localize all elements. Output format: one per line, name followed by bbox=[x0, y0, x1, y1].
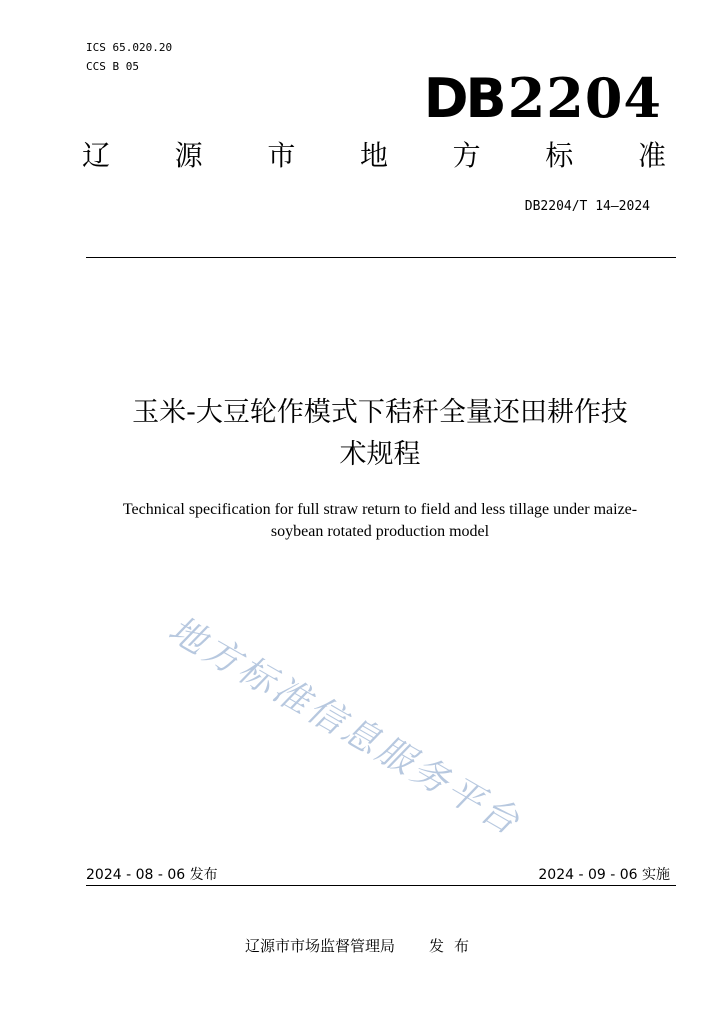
issue-date: 2024 - 08 - 06 发布 bbox=[86, 867, 218, 883]
db-logo bbox=[423, 66, 662, 130]
implementation-date: 2024 - 09 - 06 实施 bbox=[538, 867, 670, 883]
publisher-suffix: 发布 bbox=[429, 937, 480, 955]
standard-type-char: 地 bbox=[359, 139, 388, 172]
publisher-name: 辽源市市场监督管理局 bbox=[244, 937, 395, 955]
standard-type-char: 方 bbox=[452, 139, 481, 172]
title-zh-line-2: 术规程 bbox=[339, 439, 421, 470]
db-logo-prefix: DB bbox=[423, 67, 504, 130]
classification-codes bbox=[86, 38, 172, 76]
document-title-en bbox=[90, 499, 670, 543]
title-zh-line-1: 玉米-大豆轮作模式下秸秆全量还田耕作技 bbox=[132, 397, 628, 428]
header-divider bbox=[86, 257, 676, 258]
standard-type-char: 准 bbox=[637, 139, 666, 172]
ccs-code: CCS B 05 bbox=[86, 60, 139, 73]
standard-type-title bbox=[82, 136, 666, 176]
document-number: DB2204/T 14—2024 bbox=[524, 199, 650, 214]
document-title-zh bbox=[80, 392, 680, 476]
standard-type-char: 源 bbox=[174, 139, 203, 172]
standard-type-char: 市 bbox=[267, 139, 296, 172]
publisher bbox=[0, 935, 724, 956]
watermark-text: 地方标准信息服务平台 bbox=[161, 608, 529, 845]
ics-code: ICS 65.020.20 bbox=[86, 41, 173, 54]
footer-divider bbox=[86, 885, 676, 886]
standard-type-char: 标 bbox=[545, 139, 574, 172]
title-en-line-1: Technical specification for full straw return to field and less tillage under maize- bbox=[122, 501, 638, 518]
title-en-line-2: soybean rotated production model bbox=[270, 523, 490, 540]
standard-type-char: 辽 bbox=[82, 139, 111, 172]
db-logo-digits: 2204 bbox=[507, 66, 662, 130]
